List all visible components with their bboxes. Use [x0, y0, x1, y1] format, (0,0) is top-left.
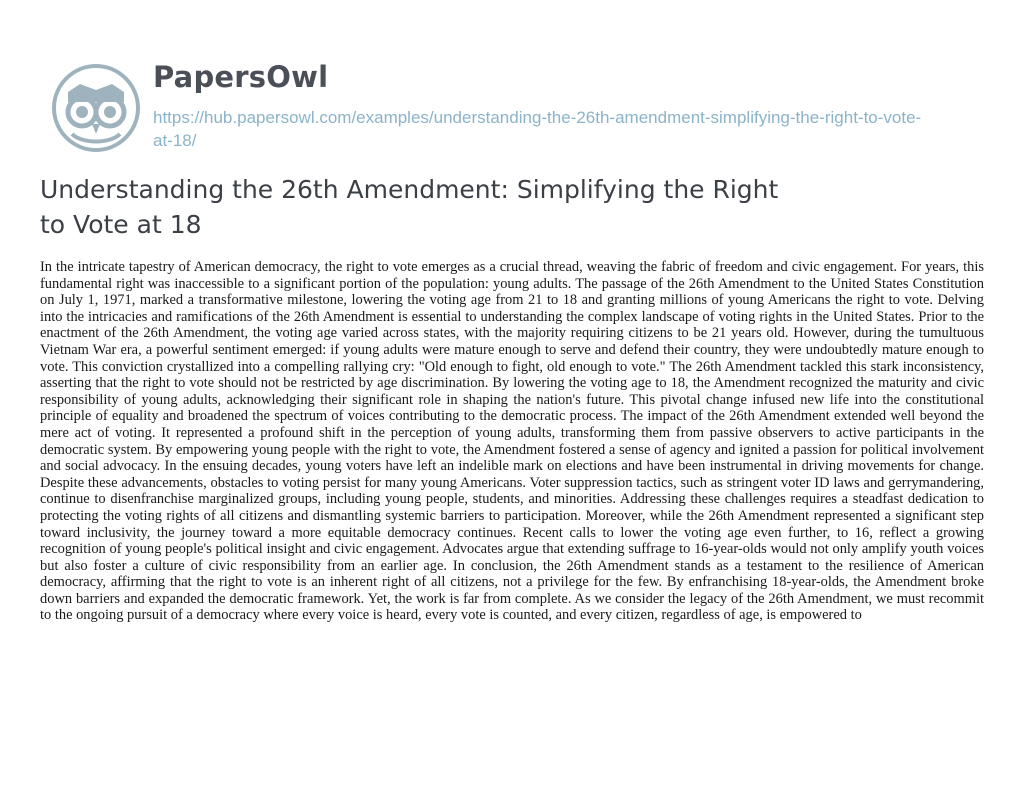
document-title: Understanding the 26th Amendment: Simplifying the Right to Vote at 18	[40, 175, 779, 239]
brand-name: PapersOwl	[153, 60, 329, 94]
source-url-link[interactable]: https://hub.papersowl.com/examples/understanding-the-26th-amendment-simplifying-the-right-to-vote-at-18/	[153, 108, 922, 150]
document-body: In the intricate tapestry of American democracy, the right to vote emerges as a crucial thread, weaving the fabric of freedom and civic engagement. For years, this fundamental right was inaccessible to a significant portion of the population: young adults. The passage of the 26th Amendment to the United States Constitution on July 1, 1971, marked a transformative milestone, lowering the voting age from 21 to 18 and granting millions of young Americans the right to vote. Delving into the intricacies and ramifications of the 26th Amendment is essential to understanding the complex landscape of voting rights in the United States. Prior to the enactment of the 26th Amendment, the voting age varied across states, with the majority requiring citizens to be 21 years old. However, during the tumultuous Vietnam War era, a powerful sentiment emerged: if young adults were mature enough to serve and defend their country, they were undoubtedly mature enough to vote. This conviction crystallized into a compelling rallying cry: "Old enough to fight, old enough to vote." The 26th Amendment tackled this stark inconsistency, asserting that the right to vote should not be restricted by age discrimination. By lowering the voting age to 18, the Amendment recognized the maturity and civic responsibility of young adults, acknowledging their significant role in shaping the nation's future. This pivotal change infused new life into the constitutional principle of equality and broadened the spectrum of voices contributing to the democratic process. The impact of the 26th Amendment extended well beyond the mere act of voting. It represented a profound shift in the perception of young adults, transforming them from passive observers to active participants in the democratic system. By empowering young people with the right to vote, the Amendment fostered a sense of agency and ignited a passion for political involvement and social advocacy. In the ensuing decades, young voters have left an indelible mark on elections and have been instrumental in driving movements for change. Despite these advancements, obstacles to voting persist for many young Americans. Voter suppression tactics, such as stringent voter ID laws and gerrymandering, continue to disenfranchise marginalized groups, including young people, students, and minorities. Addressing these challenges requires a steadfast dedication to protecting the voting rights of all citizens and dismantling systemic barriers to participation. Moreover, while the 26th Amendment represented a significant step toward inclusivity, the journey toward a more equitable democracy continues. Recent calls to lower the voting age even further, to 16, reflect a growing recognition of young people's political insight and civic engagement. Advocates argue that extending suffrage to 16-year-olds would not only amplify youth voices but also foster a culture of civic responsibility from an earlier age. In conclusion, the 26th Amendment stands as a testament to the resilience of American democracy, affirming that the right to vote is an inherent right of all citizens, not a privilege for the few. By enfranchising 18-year-olds, the Amendment broke down barriers and expanded the democratic framework. Yet, the work is far from complete. As we consider the legacy of the 26th Amendment, we must recommit to the ongoing pursuit of a democracy where every voice is heard, every vote is counted, and every citizen, regardless of age, is empowered to	[40, 259, 984, 624]
owl-logo-icon	[50, 62, 142, 154]
document-header	[40, 32, 984, 162]
